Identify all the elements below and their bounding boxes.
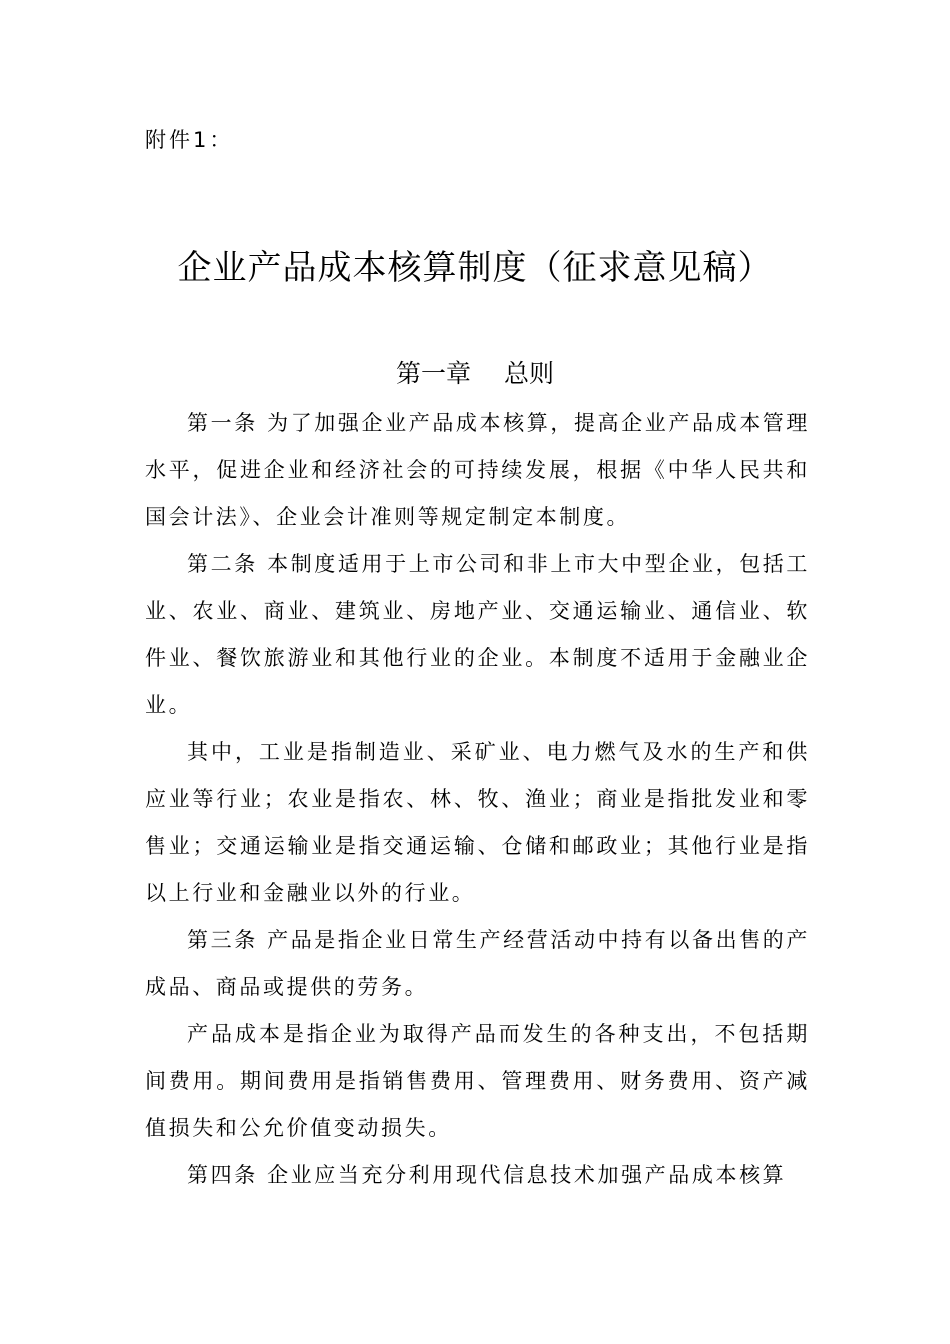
article-2-paragraph: 第二条 本制度适用于上市公司和非上市大中型企业，包括工业、农业、商业、建筑业、房地产业、交通运输业、通信业、软件业、餐饮旅游业和其他行业的企业。本制度不适用于金融业企业。 [145, 552, 810, 717]
document-title: 企业产品成本核算制度（征求意见稿） [177, 248, 773, 288]
article-3-paragraph: 第三条 产品是指企业日常生产经营活动中持有以备出售的产成品、商品或提供的劳务。 [145, 928, 810, 999]
article-1-paragraph: 第一条 为了加强企业产品成本核算，提高企业产品成本管理水平，促进企业和经济社会的可持续发展，根据《中华人民共和国会计法》、企业会计准则等规定制定本制度。 [145, 411, 810, 529]
article-4-paragraph: 第四条 企业应当充分利用现代信息技术加强产品成本核算 [187, 1163, 787, 1187]
product-cost-paragraph: 产品成本是指企业为取得产品而发生的各种支出，不包括期间费用。期间费用是指销售费用、管理费用、财务费用、资产减值损失和公允价值变动损失。 [145, 1022, 810, 1140]
attachment-label: 附件1： [145, 128, 234, 152]
industry-definition-paragraph: 其中，工业是指制造业、采矿业、电力燃气及水的生产和供应业等行业；农业是指农、林、牧、渔业；商业是指批发业和零售业；交通运输业是指交通运输、仓储和邮政业；其他行业是指以上行业和金融业以外的行业。 [145, 740, 810, 905]
chapter-heading: 第一章 总则 [396, 359, 554, 388]
document-body [145, 400, 810, 1199]
